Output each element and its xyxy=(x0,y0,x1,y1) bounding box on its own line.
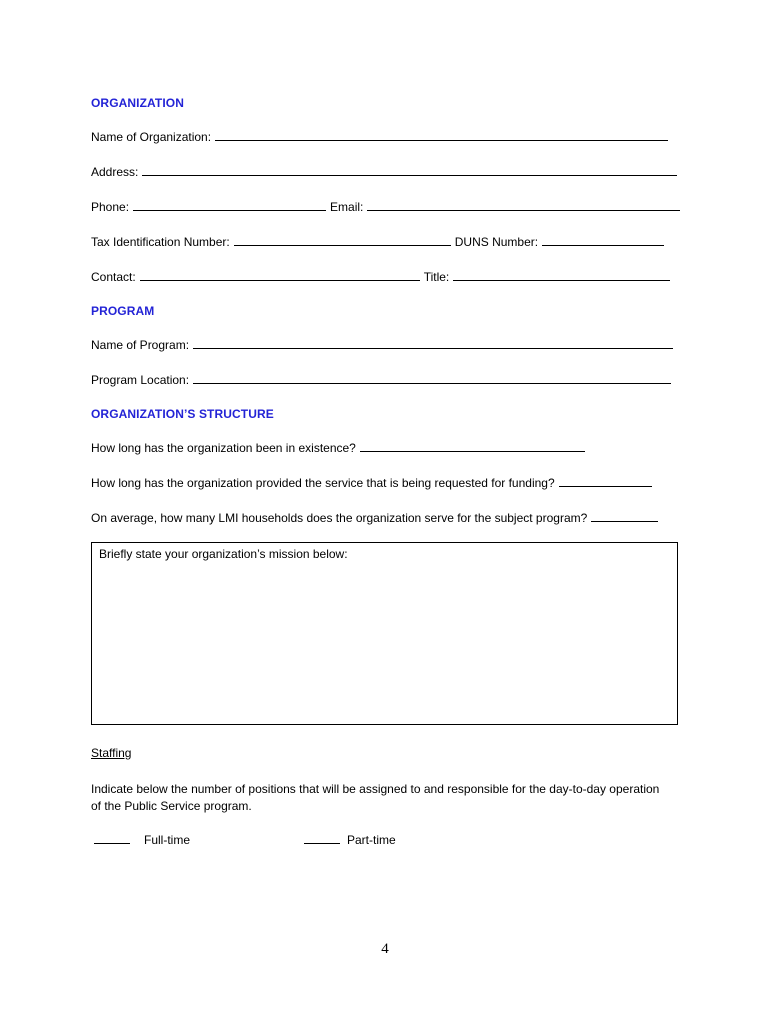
program-heading: PROGRAM xyxy=(91,304,155,318)
tin-label: Tax Identification Number: xyxy=(91,235,230,249)
program-location-row xyxy=(91,373,671,387)
email-field[interactable] xyxy=(367,200,680,211)
email-label: Email: xyxy=(330,200,364,214)
phone-email-row xyxy=(91,200,680,214)
program-name-row xyxy=(91,338,673,352)
program-location-field[interactable] xyxy=(193,373,671,384)
phone-label: Phone: xyxy=(91,200,130,214)
contact-title-row xyxy=(91,270,670,284)
tin-field[interactable] xyxy=(234,235,451,246)
lmi-households-row xyxy=(91,511,658,525)
program-location-label: Program Location: xyxy=(91,373,190,387)
part-time-field[interactable] xyxy=(304,833,340,844)
existence-answer-field[interactable] xyxy=(360,441,585,452)
organization-name-label: Name of Organization: xyxy=(91,130,212,144)
organization-heading: ORGANIZATION xyxy=(91,96,184,110)
structure-heading: ORGANIZATION’S STRUCTURE xyxy=(91,407,274,421)
part-time-row xyxy=(304,833,396,847)
mission-textbox[interactable] xyxy=(91,542,678,725)
lmi-households-field[interactable] xyxy=(591,511,658,522)
program-name-label: Name of Program: xyxy=(91,338,190,352)
full-time-row xyxy=(94,833,190,847)
full-time-label: Full-time xyxy=(144,833,191,847)
lmi-households-question: On average, how many LMI households does the organization serve for the subject program? xyxy=(91,511,588,525)
organization-name-row xyxy=(91,130,668,144)
service-duration-question: How long has the organization provided the service that is being requested for funding? xyxy=(91,476,555,490)
duns-field[interactable] xyxy=(542,235,664,246)
program-name-field[interactable] xyxy=(193,338,673,349)
service-duration-row xyxy=(91,476,652,490)
duns-label: DUNS Number: xyxy=(454,235,539,249)
address-field[interactable] xyxy=(142,165,677,176)
tin-duns-row xyxy=(91,235,664,249)
address-row xyxy=(91,165,677,179)
staffing-heading: Staffing xyxy=(91,746,132,760)
title-label: Title: xyxy=(423,270,450,284)
staffing-instructions: Indicate below the number of positions that will be assigned to and responsible for the day-to-day operation of the Public Service program. xyxy=(91,782,660,813)
contact-label: Contact: xyxy=(91,270,136,284)
phone-field[interactable] xyxy=(133,200,326,211)
contact-field[interactable] xyxy=(140,270,420,281)
page-number: 4 xyxy=(381,941,389,957)
existence-question-row xyxy=(91,441,585,455)
title-field[interactable] xyxy=(453,270,670,281)
full-time-field[interactable] xyxy=(94,833,130,844)
part-time-label: Part-time xyxy=(347,833,396,847)
service-duration-field[interactable] xyxy=(559,476,652,487)
mission-label: Briefly state your organization’s mission below: xyxy=(99,547,348,561)
existence-question: How long has the organization been in existence? xyxy=(91,441,356,455)
address-label: Address: xyxy=(91,165,139,179)
organization-name-field[interactable] xyxy=(215,130,668,141)
